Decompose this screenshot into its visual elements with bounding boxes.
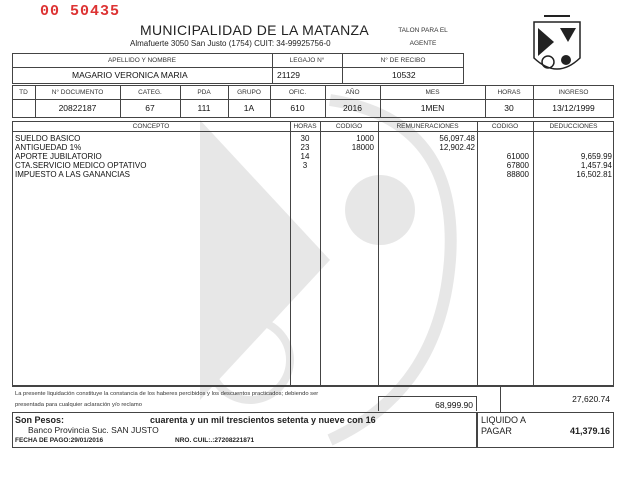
value-legajo: 21129: [277, 70, 301, 80]
talon-line2: AGENTE: [409, 40, 437, 47]
row-codigo2: 61000: [506, 152, 529, 161]
cuil: NRO. CUIL:.:27208221871: [175, 437, 255, 444]
info-value-ofic: 610: [290, 103, 305, 113]
row-remuneracion: 12,902.42: [439, 143, 475, 152]
info-value-ingreso: 13/12/1999: [552, 103, 595, 113]
son-pesos-text: cuarenta y un mil trescientos setenta y nueve con 16: [150, 415, 376, 425]
row-codigo: 1000: [356, 134, 374, 143]
total-deducciones: 27,620.74: [572, 394, 610, 404]
liquido-amount: 41,379.16: [569, 426, 610, 436]
label-legajo: LEGAJO N°: [289, 57, 325, 64]
son-pesos-label: Son Pesos:: [15, 415, 65, 425]
liquido-label-2: PAGAR: [481, 426, 512, 436]
liquido-label-1: LIQUIDO A: [481, 415, 527, 425]
row-remuneracion: 56,097.48: [439, 134, 475, 143]
col-remuneraciones: REMUNERACIONES: [396, 123, 459, 130]
info-label-anio: AÑO: [345, 89, 360, 96]
col-codigo2: CODIGO: [491, 123, 519, 130]
row-horas: 30: [300, 134, 310, 143]
label-name: APELLIDO Y NOMBRE: [107, 57, 177, 64]
info-label-mes: MES: [425, 89, 440, 96]
info-value-anio: 2016: [343, 103, 362, 113]
info-value-categ: 67: [145, 103, 155, 113]
header-address: Almafuerte 3050 San Justo (1754) CUIT: 34-99925756-0: [130, 39, 331, 48]
table-row: [0, 161, 640, 170]
col-horas: HORAS: [293, 123, 317, 130]
info-value-mes: 1MEN: [420, 103, 445, 113]
row-deduccion: 1,457.94: [580, 161, 612, 170]
table-row: [0, 170, 640, 179]
row-concepto: APORTE JUBILATORIO: [15, 152, 102, 161]
info-label-ofic: OFIC.: [288, 89, 307, 96]
row-codigo: 18000: [351, 143, 374, 152]
serial-number: 00 50435: [40, 3, 121, 20]
label-recibo: N° DE RECIBO: [380, 57, 426, 64]
municipal-logo: [524, 14, 590, 84]
row-deduccion: 16,502.81: [576, 170, 612, 179]
row-horas: 14: [300, 152, 310, 161]
info-value-documento: 20822187: [58, 103, 97, 113]
info-value-grupo: 1A: [243, 103, 255, 113]
row-concepto: SUELDO BASICO: [15, 134, 81, 143]
table-row: [0, 152, 640, 161]
col-deducciones: DEDUCCIONES: [549, 123, 598, 130]
page-title: MUNICIPALIDAD DE LA MATANZA: [140, 22, 370, 38]
note-line2: presentada para cualquier aclaración y/o reclamo: [15, 402, 142, 408]
row-concepto: CTA.SERVICIO MEDICO OPTATIVO: [15, 161, 147, 170]
info-label-documento: N° DOCUMENTO: [51, 89, 104, 96]
info-label-grupo: GRUPO: [237, 89, 261, 96]
row-deduccion: 9,659.99: [580, 152, 612, 161]
row-concepto: ANTIGUEDAD 1%: [15, 143, 82, 152]
info-label-td: TD: [19, 89, 28, 96]
total-remuneraciones: 68,999.90: [435, 400, 473, 410]
info-value-pda: 111: [197, 103, 211, 113]
info-label-pda: PDA: [197, 89, 211, 96]
talon-line1: TALON PARA EL: [398, 27, 448, 34]
info-value-horas: 30: [504, 103, 514, 113]
info-label-ingreso: INGRESO: [558, 89, 589, 96]
note-line1: La presente liquidación constituye la constancia de los haberes percibidos y los descuentos practicados; debiendo ser: [15, 391, 319, 397]
value-name: MAGARIO VERONICA MARIA: [72, 70, 188, 80]
col-codigo: CODIGO: [335, 123, 363, 130]
table-row: [0, 143, 640, 152]
row-horas: 23: [300, 143, 310, 152]
banco: Banco Provincia Suc. SAN JUSTO: [28, 425, 159, 435]
value-recibo: 10532: [392, 70, 416, 80]
row-concepto: IMPUESTO A LAS GANANCIAS: [15, 170, 130, 179]
row-codigo2: 88800: [506, 170, 529, 179]
row-codigo2: 67800: [506, 161, 529, 170]
fecha-pago: FECHA DE PAGO:29/01/2016: [15, 437, 104, 444]
info-label-horas: HORAS: [497, 89, 521, 96]
col-concepto: CONCEPTO: [132, 123, 170, 130]
row-horas: 3: [302, 161, 308, 170]
table-row: [0, 134, 640, 143]
info-label-categ: CATEG.: [138, 89, 162, 96]
